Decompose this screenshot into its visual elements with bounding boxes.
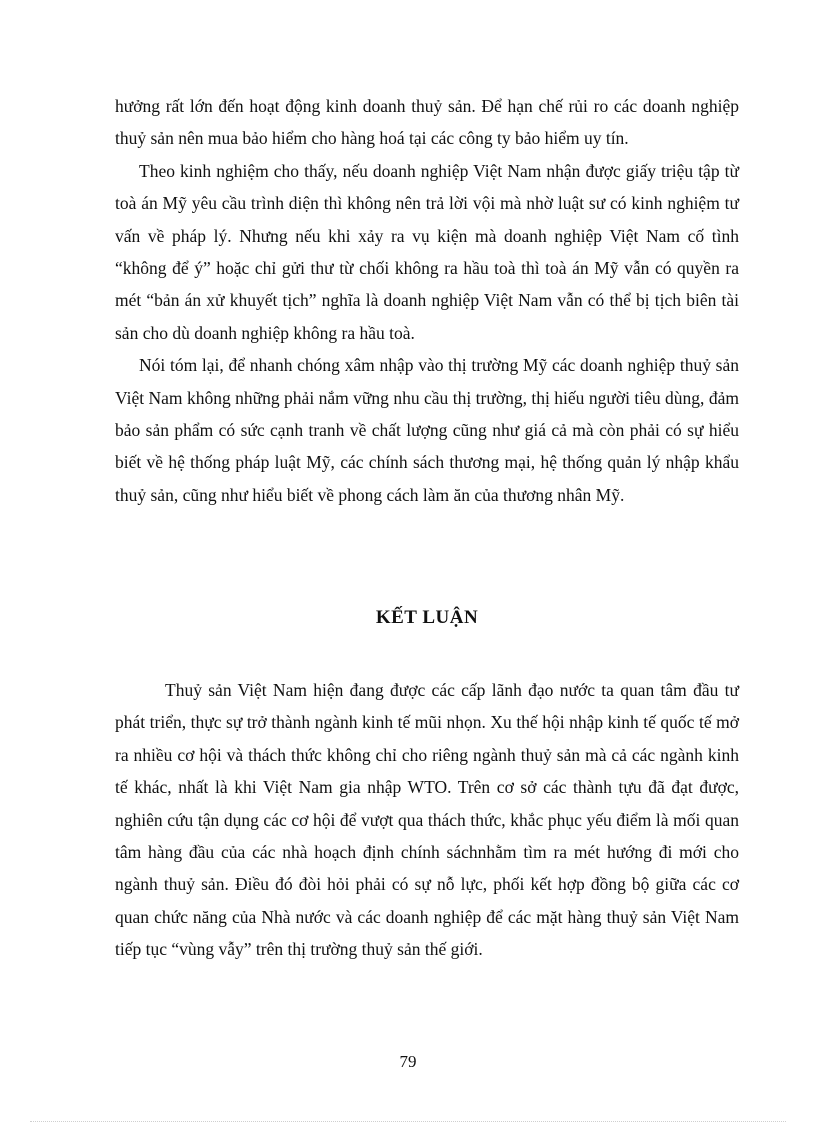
body-section-conclusion xyxy=(115,674,739,966)
page-number: 79 xyxy=(399,1052,417,1071)
body-section-top xyxy=(115,90,739,511)
paragraph-court-summons: Theo kinh nghiệm cho thấy, nếu doanh nghiệp Việt Nam nhận được giấy triệu tập từ toà án Mỹ yêu cầu trình diện thì không nên trả lời vội mà nhờ luật sư có kinh nghiệm tư vấn về pháp lý. Nhưng nếu khi xảy ra vụ kiện mà doanh nghiệp Việt Nam cố tình “không để ý” hoặc chỉ gửi thư từ chối không ra hầu toà thì toà án Mỹ vẫn có quyền ra mét “bản án xử khuyết tịch” nghĩa là doanh nghiệp Việt Nam vẫn có thể bị tịch biên tài sản cho dù doanh nghiệp không ra hầu toà. xyxy=(115,160,739,343)
paragraph-conclusion: Thuỷ sản Việt Nam hiện đang được các cấp lãnh đạo nước ta quan tâm đầu tư phát triển, thực sự trở thành ngành kinh tế mũi nhọn. Xu thế hội nhập kinh tế quốc tế mở ra nhiều cơ hội và thách thức không chỉ cho riêng ngành thuỷ sản mà cả các ngành kinh tế khác, nhất là khi Việt Nam gia nhập WTO. Trên cơ sở các thành tựu đã đạt được, nghiên cứu tận dụng các cơ hội để vượt qua thách thức, khắc phục yếu điểm là mối quan tâm hàng đầu của các nhà hoạch định chính sáchnhằm tìm ra mét hướng đi mới cho ngành thuỷ sản. Điều đó đòi hỏi phải có sự nỗ lực, phối kết hợp đồng bộ giữa các cơ quan chức năng của Nhà nước và các doanh nghiệp để các mặt hàng thuỷ sản Việt Nam tiếp tục “vùng vẫy” trên thị trường thuỷ sản thế giới. xyxy=(115,680,739,960)
footer-dotted-rule xyxy=(30,1121,786,1122)
section-heading-conclusion: KẾT LUẬN xyxy=(375,607,479,628)
paragraph-summary: Nói tóm lại, để nhanh chóng xâm nhập vào thị trường Mỹ các doanh nghiệp thuỷ sản Việt Nam không những phải nắm vững nhu cầu thị trường, thị hiếu người tiêu dùng, đảm bảo sản phẩm có sức cạnh tranh về chất lượng cũng như giá cả mà còn phải có sự hiểu biết về hệ thống pháp luật Mỹ, các chính sách thương mại, hệ thống quản lý nhập khẩu thuỷ sản, cũng như hiểu biết về phong cách làm ăn của thương nhân Mỹ. xyxy=(115,355,739,505)
paragraph-insurance-advice: hưởng rất lớn đến hoạt động kinh doanh thuỷ sản. Để hạn chế rủi ro các doanh nghiệp thuỷ sản nên mua bảo hiểm cho hàng hoá tại các công ty bảo hiểm uy tín. xyxy=(115,96,739,149)
